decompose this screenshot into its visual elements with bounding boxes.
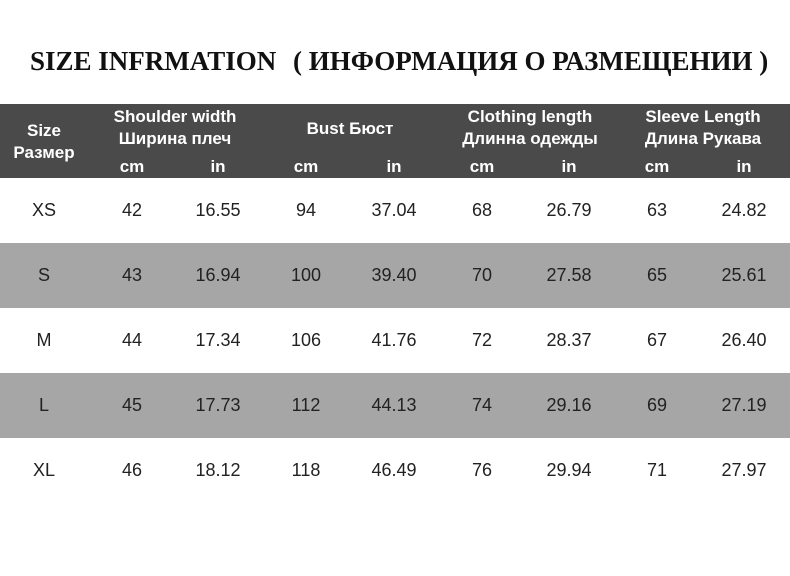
header-shoulder-en: Shoulder width bbox=[113, 107, 237, 126]
header-length-en: Clothing length bbox=[467, 107, 593, 126]
cell-bust-in: 39.40 bbox=[371, 265, 417, 285]
table-row bbox=[0, 308, 790, 373]
cell-sleeve-cm: 63 bbox=[646, 200, 668, 220]
cell-sleeve-cm: 71 bbox=[646, 460, 668, 480]
cell-sleeve-cm: 65 bbox=[646, 265, 668, 285]
cell-shoulder-in: 16.94 bbox=[195, 265, 241, 285]
cell-bust-in: 44.13 bbox=[371, 395, 417, 415]
cell-length-cm: 70 bbox=[471, 265, 493, 285]
page-title bbox=[0, 40, 790, 86]
cell-shoulder-in: 17.73 bbox=[195, 395, 241, 415]
unit-cm: cm bbox=[119, 157, 145, 176]
cell-bust-in: 46.49 bbox=[371, 460, 417, 480]
title-english: SIZE INFRMATION bbox=[30, 46, 277, 76]
cell-shoulder-cm: 46 bbox=[121, 460, 143, 480]
unit-in: in bbox=[386, 157, 402, 176]
header-sleeve-ru: Длина Рукава bbox=[644, 129, 762, 148]
cell-bust-cm: 118 bbox=[291, 460, 321, 480]
header-size bbox=[0, 120, 88, 164]
cell-bust-cm: 100 bbox=[290, 265, 322, 285]
cell-shoulder-in: 17.34 bbox=[195, 330, 241, 350]
cell-sleeve-in: 26.40 bbox=[721, 330, 767, 350]
header-size-en: Size bbox=[26, 121, 62, 140]
cell-bust-cm: 106 bbox=[290, 330, 322, 350]
cell-size: L bbox=[38, 395, 49, 415]
header-length bbox=[440, 106, 620, 150]
cell-size: M bbox=[36, 330, 52, 350]
cell-length-cm: 76 bbox=[471, 460, 493, 480]
cell-size: XL bbox=[32, 460, 56, 480]
table-row bbox=[0, 373, 790, 438]
table-row bbox=[0, 178, 790, 243]
cell-size: XS bbox=[31, 200, 56, 220]
header-sleeve-en: Sleeve Length bbox=[645, 107, 761, 126]
cell-sleeve-in: 27.97 bbox=[721, 460, 767, 480]
cell-shoulder-in: 16.55 bbox=[195, 200, 241, 220]
cell-length-in: 27.58 bbox=[546, 265, 592, 285]
cell-length-in: 29.16 bbox=[546, 395, 592, 415]
unit-in: in bbox=[210, 157, 226, 176]
header-shoulder-ru: Ширина плеч bbox=[118, 129, 232, 148]
header-shoulder bbox=[95, 106, 255, 150]
header-size-ru: Размер bbox=[13, 143, 75, 162]
cell-sleeve-in: 24.82 bbox=[721, 200, 767, 220]
cell-bust-cm: 94 bbox=[295, 200, 317, 220]
cell-sleeve-cm: 69 bbox=[646, 395, 668, 415]
cell-length-cm: 72 bbox=[471, 330, 493, 350]
unit-in: in bbox=[561, 157, 577, 176]
cell-sleeve-in: 25.61 bbox=[721, 265, 767, 285]
cell-sleeve-cm: 67 bbox=[646, 330, 668, 350]
cell-bust-in: 41.76 bbox=[371, 330, 417, 350]
cell-shoulder-cm: 42 bbox=[121, 200, 143, 220]
cell-length-in: 29.94 bbox=[546, 460, 592, 480]
cell-shoulder-in: 18.12 bbox=[195, 460, 241, 480]
cell-bust-in: 37.04 bbox=[371, 200, 417, 220]
cell-length-cm: 68 bbox=[471, 200, 493, 220]
cell-bust-cm: 112 bbox=[291, 395, 321, 415]
table-row bbox=[0, 243, 790, 308]
header-sleeve bbox=[628, 106, 778, 150]
unit-cm: cm bbox=[293, 157, 319, 176]
table-row bbox=[0, 438, 790, 503]
header-bust: Bust Бюст bbox=[306, 119, 394, 138]
header-length-ru: Длинна одежды bbox=[462, 129, 598, 148]
cell-shoulder-cm: 44 bbox=[121, 330, 143, 350]
unit-in: in bbox=[736, 157, 752, 176]
title-russian: ( ИНФОРМАЦИЯ О РАЗМЕЩЕНИИ ) bbox=[293, 46, 769, 76]
unit-cm: cm bbox=[469, 157, 495, 176]
table-header bbox=[0, 104, 790, 178]
cell-sleeve-in: 27.19 bbox=[721, 395, 767, 415]
cell-size: S bbox=[37, 265, 50, 285]
cell-shoulder-cm: 43 bbox=[121, 265, 143, 285]
unit-cm: cm bbox=[644, 157, 670, 176]
cell-length-in: 26.79 bbox=[546, 200, 592, 220]
cell-shoulder-cm: 45 bbox=[121, 395, 143, 415]
cell-length-cm: 74 bbox=[471, 395, 493, 415]
cell-length-in: 28.37 bbox=[546, 330, 592, 350]
